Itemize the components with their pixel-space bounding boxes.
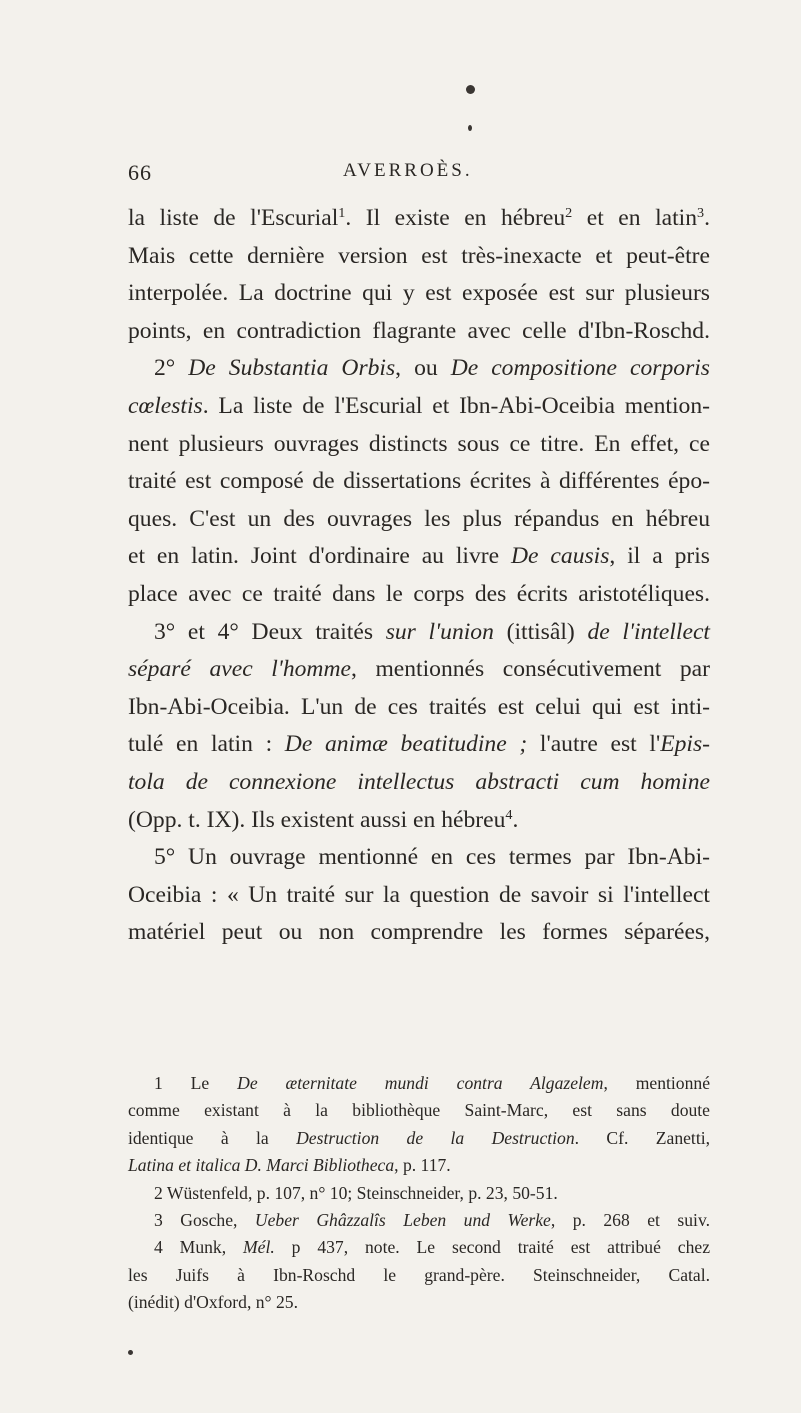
text-line: interpolée. La doctrine qui y est exposée est sur plusieurs [128, 280, 710, 307]
text-line: 3° et 4° Deux traités sur l'union (ittisâl) de l'intellect [154, 618, 710, 645]
text-line: matériel peut ou non comprendre les formes séparées, [128, 919, 710, 946]
footnote-line: les Juifs à Ibn-Roschd le grand-père. Steinschneider, Catal. [128, 1264, 710, 1285]
ink-spot [466, 85, 475, 94]
text-line: Mais cette dernière version est très-inexacte et peut-être [128, 242, 710, 269]
text-line: (Opp. t. IX). Ils existent aussi en hébreu$^4$. [128, 806, 519, 833]
page-number: 66 [128, 160, 152, 185]
ink-speck [468, 125, 472, 131]
page-header [128, 160, 688, 194]
text-line: Ibn-Abi-Oceibia. L'un de ces traités est celui qui est inti- [128, 693, 710, 720]
footnote-line: (inédit) d'Oxford, n° 25. [128, 1292, 298, 1313]
text-line: ques. C'est un des ouvrages les plus répandus en hébreu [128, 505, 710, 532]
footnote-line: comme existant à la bibliothèque Saint-Marc, est sans doute [128, 1100, 710, 1121]
ink-speck [128, 1350, 133, 1355]
footnote-line: Latina et italica D. Marci Bibliotheca, p. 117. [128, 1155, 451, 1176]
text-line: tulé en latin : De animæ beatitudine ; l'autre est l'Epis- [128, 731, 711, 758]
footnote-1: 1 Le De æternitate mundi contra Algazelem, mentionné [154, 1073, 711, 1093]
text-line: 5° Un ouvrage mentionné en ces termes par Ibn-Abi- [154, 844, 710, 871]
footnotes [128, 1070, 710, 1317]
text-line: la liste de l'Escurial$^1$. Il existe en hébreu$^2$ et en latin$^3$. [128, 205, 710, 231]
main-text [128, 200, 710, 952]
text-line: séparé avec l'homme, mentionnés consécutivement par [128, 656, 711, 683]
text-line: place avec ce traité dans le corps des écrits aristotéliques. [128, 580, 710, 607]
text-line: points, en contradiction flagrante avec celle d'Ibn-Roschd. [128, 317, 710, 344]
footnote-3: 3 Gosche, Ueber Ghâzzalîs Leben und Werke, p. 268 et suiv. [154, 1209, 710, 1230]
footnote-line: identique à la Destruction de la Destruction. Cf. Zanetti, [128, 1127, 710, 1148]
footnote-4: 4 Munk, Mél. p 437, note. Le second traité est attribué chez [154, 1237, 711, 1258]
text-line: 2° De Substantia Orbis, ou De compositione corporis [154, 355, 710, 382]
text-line: tola de connexione intellectus abstracti cum homine [128, 768, 710, 795]
footnote-2: 2 Wüstenfeld, p. 107, n° 10; Steinschneider, p. 23, 50-51. [154, 1182, 558, 1203]
running-head: AVERROÈS. [343, 160, 473, 181]
text-line: Oceibia : « Un traité sur la question de savoir si l'intellect [128, 881, 710, 908]
text-line: nent plusieurs ouvrages distincts sous ce titre. En effet, ce [128, 430, 710, 457]
text-line: cœlestis. La liste de l'Escurial et Ibn-Abi-Oceibia mention- [128, 392, 710, 419]
text-line: et en latin. Joint d'ordinaire au livre De causis, il a pris [128, 543, 710, 570]
text-line: traité est composé de dissertations écrites à différentes épo- [128, 468, 710, 495]
